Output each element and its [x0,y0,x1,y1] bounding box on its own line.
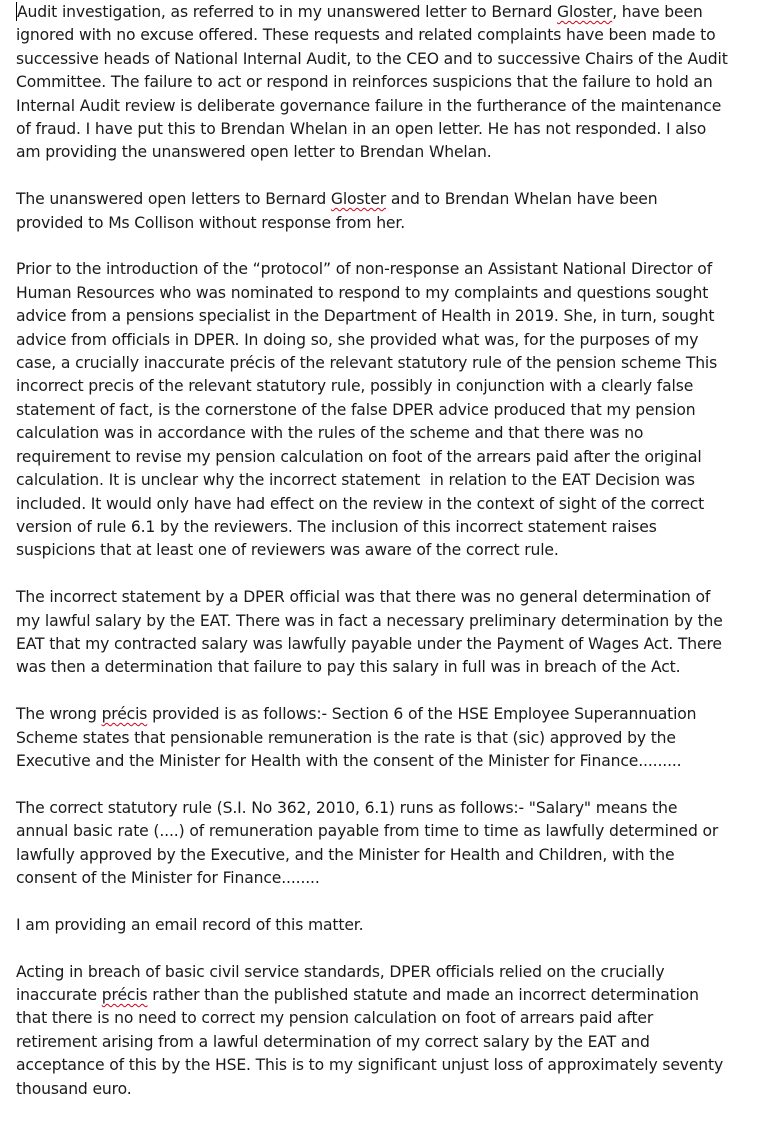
text-line [16,95,746,118]
text-line [16,71,746,94]
text-run: lawfully approved by the Executive, and the Minister for Health and Children, with the [16,845,675,864]
paragraph [16,797,746,891]
text-line [16,820,746,843]
paragraph [16,1,746,165]
text-line [16,399,746,422]
paragraph [16,188,746,235]
text-run: provided to Ms Collison without response from her. [16,213,406,232]
text-run: Executive and the Minister for Health with the consent of the Minister for Finance......... [16,751,682,770]
spellcheck-flagged-word: Gloster [330,190,387,209]
text-run: am providing the unanswered open letter to Brendan Whelan. [16,143,492,162]
text-run: that there is no need to correct my pension calculation on foot of arrears paid after [16,1009,654,1028]
spellcheck-flagged-word: précis [101,985,148,1004]
text-run: calculation was in accordance with the rules of the scheme and that there was no [16,424,644,443]
text-line [16,610,746,633]
paragraph [16,961,746,1101]
text-line [16,48,746,71]
text-run: ignored with no excuse offered. These requests and related complaints have been made to [16,26,716,45]
text-run: and to Brendan Whelan have been [386,190,658,209]
text-line [16,305,746,328]
text-run: The correct statutory rule (S.I. No 362, 2010, 6.1) runs as follows:- "Salary" means the [16,798,678,817]
text-run: provided is as follows:- Section 6 of the HSE Employee Superannuation [147,705,697,724]
text-run: retirement arising from a lawful determination of my correct salary by the EAT and [16,1032,650,1051]
text-line [16,493,746,516]
text-line [16,914,746,937]
text-line [16,212,746,235]
text-run: advice from a pensions specialist in the Department of Health in 2019. She, in turn, sought [16,307,715,326]
text-line [16,844,746,867]
text-line [16,727,746,750]
text-run: Prior to the introduction of the “protocol” of non-response an Assistant National Director of [16,260,713,279]
text-run: advice from officials in DPER. In doing so, she provided what was, for the purposes of my [16,330,699,349]
paragraph [16,586,746,680]
paragraph [16,914,746,937]
text-line [16,797,746,820]
text-run: The unanswered open letters to Bernard [16,190,331,209]
text-run: of fraud. I have put this to Brendan Whelan in an open letter. He has not responded. I also [16,120,707,139]
text-line [16,961,746,984]
text-line [16,867,746,890]
text-run: Human Resources who was nominated to respond to my complaints and questions sought [16,283,709,302]
text-line [16,422,746,445]
text-run: successive heads of National Internal Audit, to the CEO and to successive Chairs of the Audit [16,49,728,68]
text-run: suspicions that at least one of reviewers was aware of the correct rule. [16,541,559,560]
text-line [16,352,746,375]
text-run: Scheme states that pensionable remuneration is the rate is that (sic) approved by the [16,728,676,747]
text-run: case, a crucially inaccurate précis of the relevant statutory rule of the pension scheme This [16,354,718,373]
text-run: thousand euro. [16,1079,132,1098]
text-run: consent of the Minister for Finance........ [16,868,320,887]
paragraph [16,258,746,562]
text-line [16,141,746,164]
text-line [16,446,746,469]
text-run: Audit investigation, as referred to in my unanswered letter to Bernard [17,3,558,21]
text-run: The wrong [16,705,102,724]
text-line [16,1054,746,1077]
text-run: annual basic rate (....) of remuneration payable from time to time as lawfully determined or [16,822,719,841]
text-run: I am providing an email record of this matter. [16,915,364,934]
text-line [16,703,746,726]
text-run: incorrect precis of the relevant statutory rule, possibly in conjunction with a clearly false [16,377,694,396]
text-run: , have been [612,3,703,21]
text-line [16,1078,746,1101]
text-run: version of rule 6.1 by the reviewers. The inclusion of this incorrect statement raises [16,517,657,536]
text-run: inaccurate [16,985,102,1004]
text-line [16,329,746,352]
text-run: rather than the published statute and made an incorrect determination [147,985,699,1004]
text-line [16,258,746,281]
text-line [16,188,746,211]
text-line [16,633,746,656]
text-line [16,24,746,47]
text-line [16,656,746,679]
document-body[interactable] [16,1,746,1124]
text-line [16,984,746,1007]
text-line [16,750,746,773]
spellcheck-flagged-word: Gloster [557,3,613,21]
text-run: statement of fact, is the cornerstone of the false DPER advice produced that my pension [16,400,696,419]
text-run: Acting in breach of basic civil service standards, DPER officials relied on the crucially [16,962,665,981]
text-run: The incorrect statement by a DPER official was that there was no general determination of [16,588,711,607]
text-line [16,375,746,398]
text-run: was then a determination that failure to pay this salary in full was in breach of the Act. [16,658,681,677]
text-run: Committee. The failure to act or respond in reinforces suspicions that the failure to hold an [16,73,713,92]
text-run: my lawful salary by the EAT. There was in fact a necessary preliminary determination by the [16,611,723,630]
text-line [16,586,746,609]
text-line [16,516,746,539]
text-line [16,282,746,305]
text-run: calculation. It is unclear why the incorrect statement in relation to the EAT Decision was [16,471,695,490]
text-line [16,469,746,492]
text-run: requirement to revise my pension calculation on foot of the arrears paid after the original [16,447,702,466]
paragraph [16,703,746,773]
text-line [16,1007,746,1030]
text-line [16,1,746,24]
spellcheck-flagged-word: précis [101,705,148,724]
text-line [16,539,746,562]
text-line [16,1031,746,1054]
text-run: EAT that my contracted salary was lawfully payable under the Payment of Wages Act. There [16,634,722,653]
text-run: Internal Audit review is deliberate governance failure in the furtherance of the maintenance [16,96,722,115]
text-run: included. It would only have had effect on the review in the context of sight of the correct [16,494,705,513]
text-run: acceptance of this by the HSE. This is to my significant unjust loss of approximately seventy [16,1056,724,1075]
text-line [16,118,746,141]
